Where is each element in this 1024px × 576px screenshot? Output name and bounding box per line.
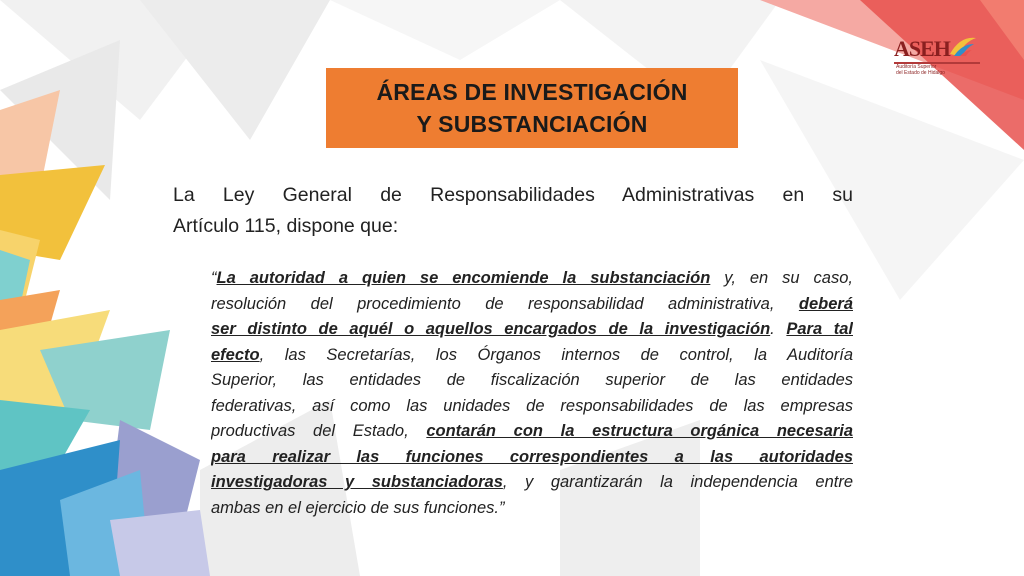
quote-text: resolución del procedimiento de responsabilidad administrativa,	[211, 294, 799, 313]
quote-emphasis: La autoridad a quien se encomiende la substanciación	[216, 269, 711, 287]
quote-text: , y garantizarán la independencia entre	[502, 473, 853, 491]
quote-text: .	[770, 320, 787, 338]
quote-text: y, en su caso,	[710, 269, 853, 287]
quote-line	[211, 292, 853, 318]
title-banner	[326, 68, 738, 148]
quote-emphasis: Para tal	[786, 320, 853, 338]
quote-emphasis: ser distinto de aquél o aquellos encargados de la investigación	[211, 320, 771, 338]
quote-open-mark: “	[211, 269, 217, 287]
quote-line: Superior, las entidades de fiscalización superior de las entidades	[211, 371, 853, 389]
quote-text: productivas del Estado,	[211, 422, 427, 440]
aseh-logo	[890, 32, 986, 78]
intro-line-1: La Ley General de Responsabilidades Administrativas en su	[173, 184, 853, 206]
quote-emphasis: contarán con la estructura orgánica necesaria	[426, 422, 853, 440]
article-quote	[211, 266, 853, 521]
logo-tagline-1: Auditoría Superior	[896, 64, 937, 70]
logo-tagline-2: del Estado de Hidalgo	[896, 70, 945, 76]
quote-line	[211, 317, 853, 343]
quote-line: para realizar las funciones correspondientes a las autoridades	[211, 447, 853, 466]
quote-line	[211, 470, 853, 496]
quote-emphasis: investigadoras y substanciadoras	[211, 473, 503, 491]
quote-line: federativas, así como las unidades de responsabilidades de las empresas	[211, 396, 853, 415]
title-line-2: Y SUBSTANCIACIÓN	[416, 111, 648, 137]
quote-text: , las Secretarías, los Órganos internos de control, la Auditoría	[259, 345, 853, 364]
logo-wordmark: ASEH	[894, 36, 950, 61]
logo-swoosh-icon	[948, 34, 978, 58]
quote-line	[211, 343, 853, 369]
intro-paragraph	[173, 180, 853, 242]
quote-emphasis: efecto	[211, 345, 260, 364]
quote-line	[211, 266, 853, 292]
quote-line	[211, 419, 853, 445]
quote-emphasis: deberá	[798, 294, 853, 313]
title-line-1: ÁREAS DE INVESTIGACIÓN	[376, 79, 688, 105]
quote-line: ambas en el ejercicio de sus funciones.”	[211, 498, 505, 517]
bg-lavender-shape	[110, 510, 210, 576]
bg-gray-shape	[330, 0, 560, 60]
intro-line-2: Artículo 115, dispone que:	[173, 215, 399, 237]
